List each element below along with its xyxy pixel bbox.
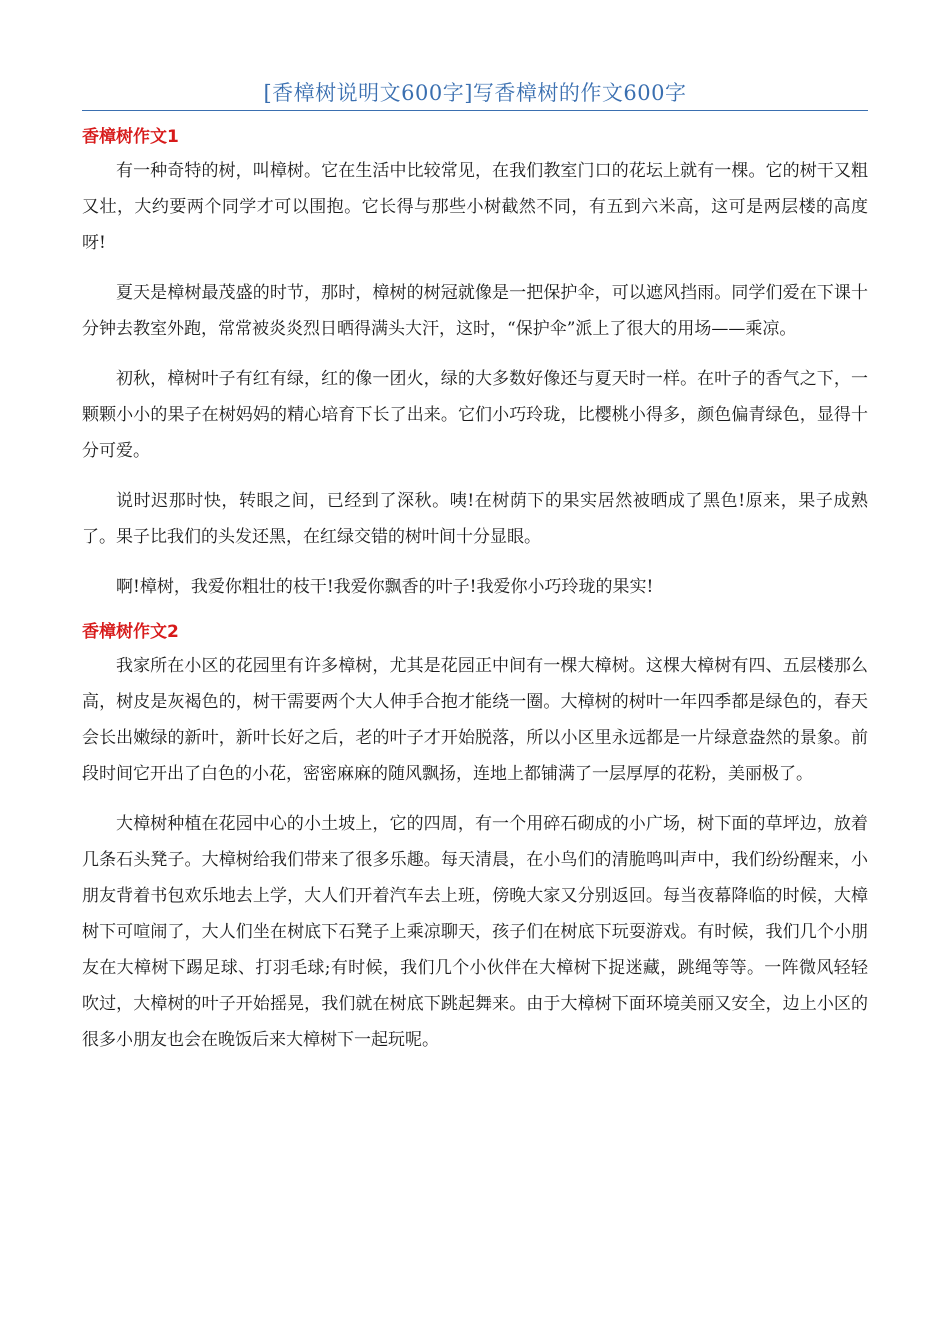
essay-section-2 (82, 619, 868, 1058)
paragraph: 夏天是樟树最茂盛的时节，那时，樟树的树冠就像是一把保护伞，可以遮风挡雨。同学们爱在下课十分钟去教室外跑，常常被炎炎烈日晒得满头大汗，这时，“保护伞”派上了很大的用场——乘凉。 (82, 283, 868, 339)
paragraph: 我家所在小区的花园里有许多樟树，尤其是花园正中间有一棵大樟树。这棵大樟树有四、五层楼那么高，树皮是灰褐色的，树干需要两个大人伸手合抱才能绕一圈。大樟树的树叶一年四季都是绿色的，春天会长出嫩绿的新叶，新叶长好之后，老的叶子才开始脱落，所以小区里永远都是一片绿意盎然的景象。前段时间它开出了白色的小花，密密麻麻的随风飘扬，连地上都铺满了一层厚厚的花粉，美丽极了。 (82, 656, 868, 784)
document-body (82, 124, 868, 1072)
title-underline (82, 110, 868, 111)
paragraph: 啊!樟树，我爱你粗壮的枝干!我爱你飘香的叶子!我爱你小巧玲珑的果实! (116, 577, 654, 597)
paragraph: 初秋，樟树叶子有红有绿，红的像一团火，绿的大多数好像还与夏天时一样。在叶子的香气之下，一颗颗小小的果子在树妈妈的精心培育下长了出来。它们小巧玲珑，比樱桃小得多，颜色偏青绿色，显得十分可爱。 (82, 369, 868, 461)
essay-section-1 (82, 124, 868, 605)
paragraph: 有一种奇特的树，叫樟树。它在生活中比较常见，在我们教室门口的花坛上就有一棵。它的树干又粗又壮，大约要两个同学才可以围抱。它长得与那些小树截然不同，有五到六米高，这可是两层楼的高度呀! (82, 161, 868, 253)
section-heading: 香樟树作文2 (82, 622, 179, 642)
paragraph: 大樟树种植在花园中心的小土坡上，它的四周，有一个用碎石砌成的小广场，树下面的草坪边，放着几条石头凳子。大樟树给我们带来了很多乐趣。每天清晨，在小鸟们的清脆鸣叫声中，我们纷纷醒来，小朋友背着书包欢乐地去上学，大人们开着汽车去上班，傍晚大家又分别返回。每当夜幕降临的时候，大樟树下可喧闹了，大人们坐在树底下石凳子上乘凉聊天，孩子们在树底下玩耍游戏。有时候，我们几个小朋友在大樟树下踢足球、打羽毛球;有时候，我们几个小伙伴在大樟树下捉迷藏，跳绳等等。一阵微风轻轻吹过，大樟树的叶子开始摇晃，我们就在树底下跳起舞来。由于大樟树下面环境美丽又安全，边上小区的很多小朋友也会在晚饭后来大樟树下一起玩呢。 (82, 814, 868, 1050)
paragraph: 说时迟那时快，转眼之间，已经到了深秋。咦!在树荫下的果实居然被晒成了黑色!原来，果子成熟了。果子比我们的头发还黑，在红绿交错的树叶间十分显眼。 (82, 491, 868, 547)
document-title: [香樟树说明文600字]写香樟树的作文600字 (263, 81, 687, 105)
section-heading: 香樟树作文1 (82, 127, 179, 147)
